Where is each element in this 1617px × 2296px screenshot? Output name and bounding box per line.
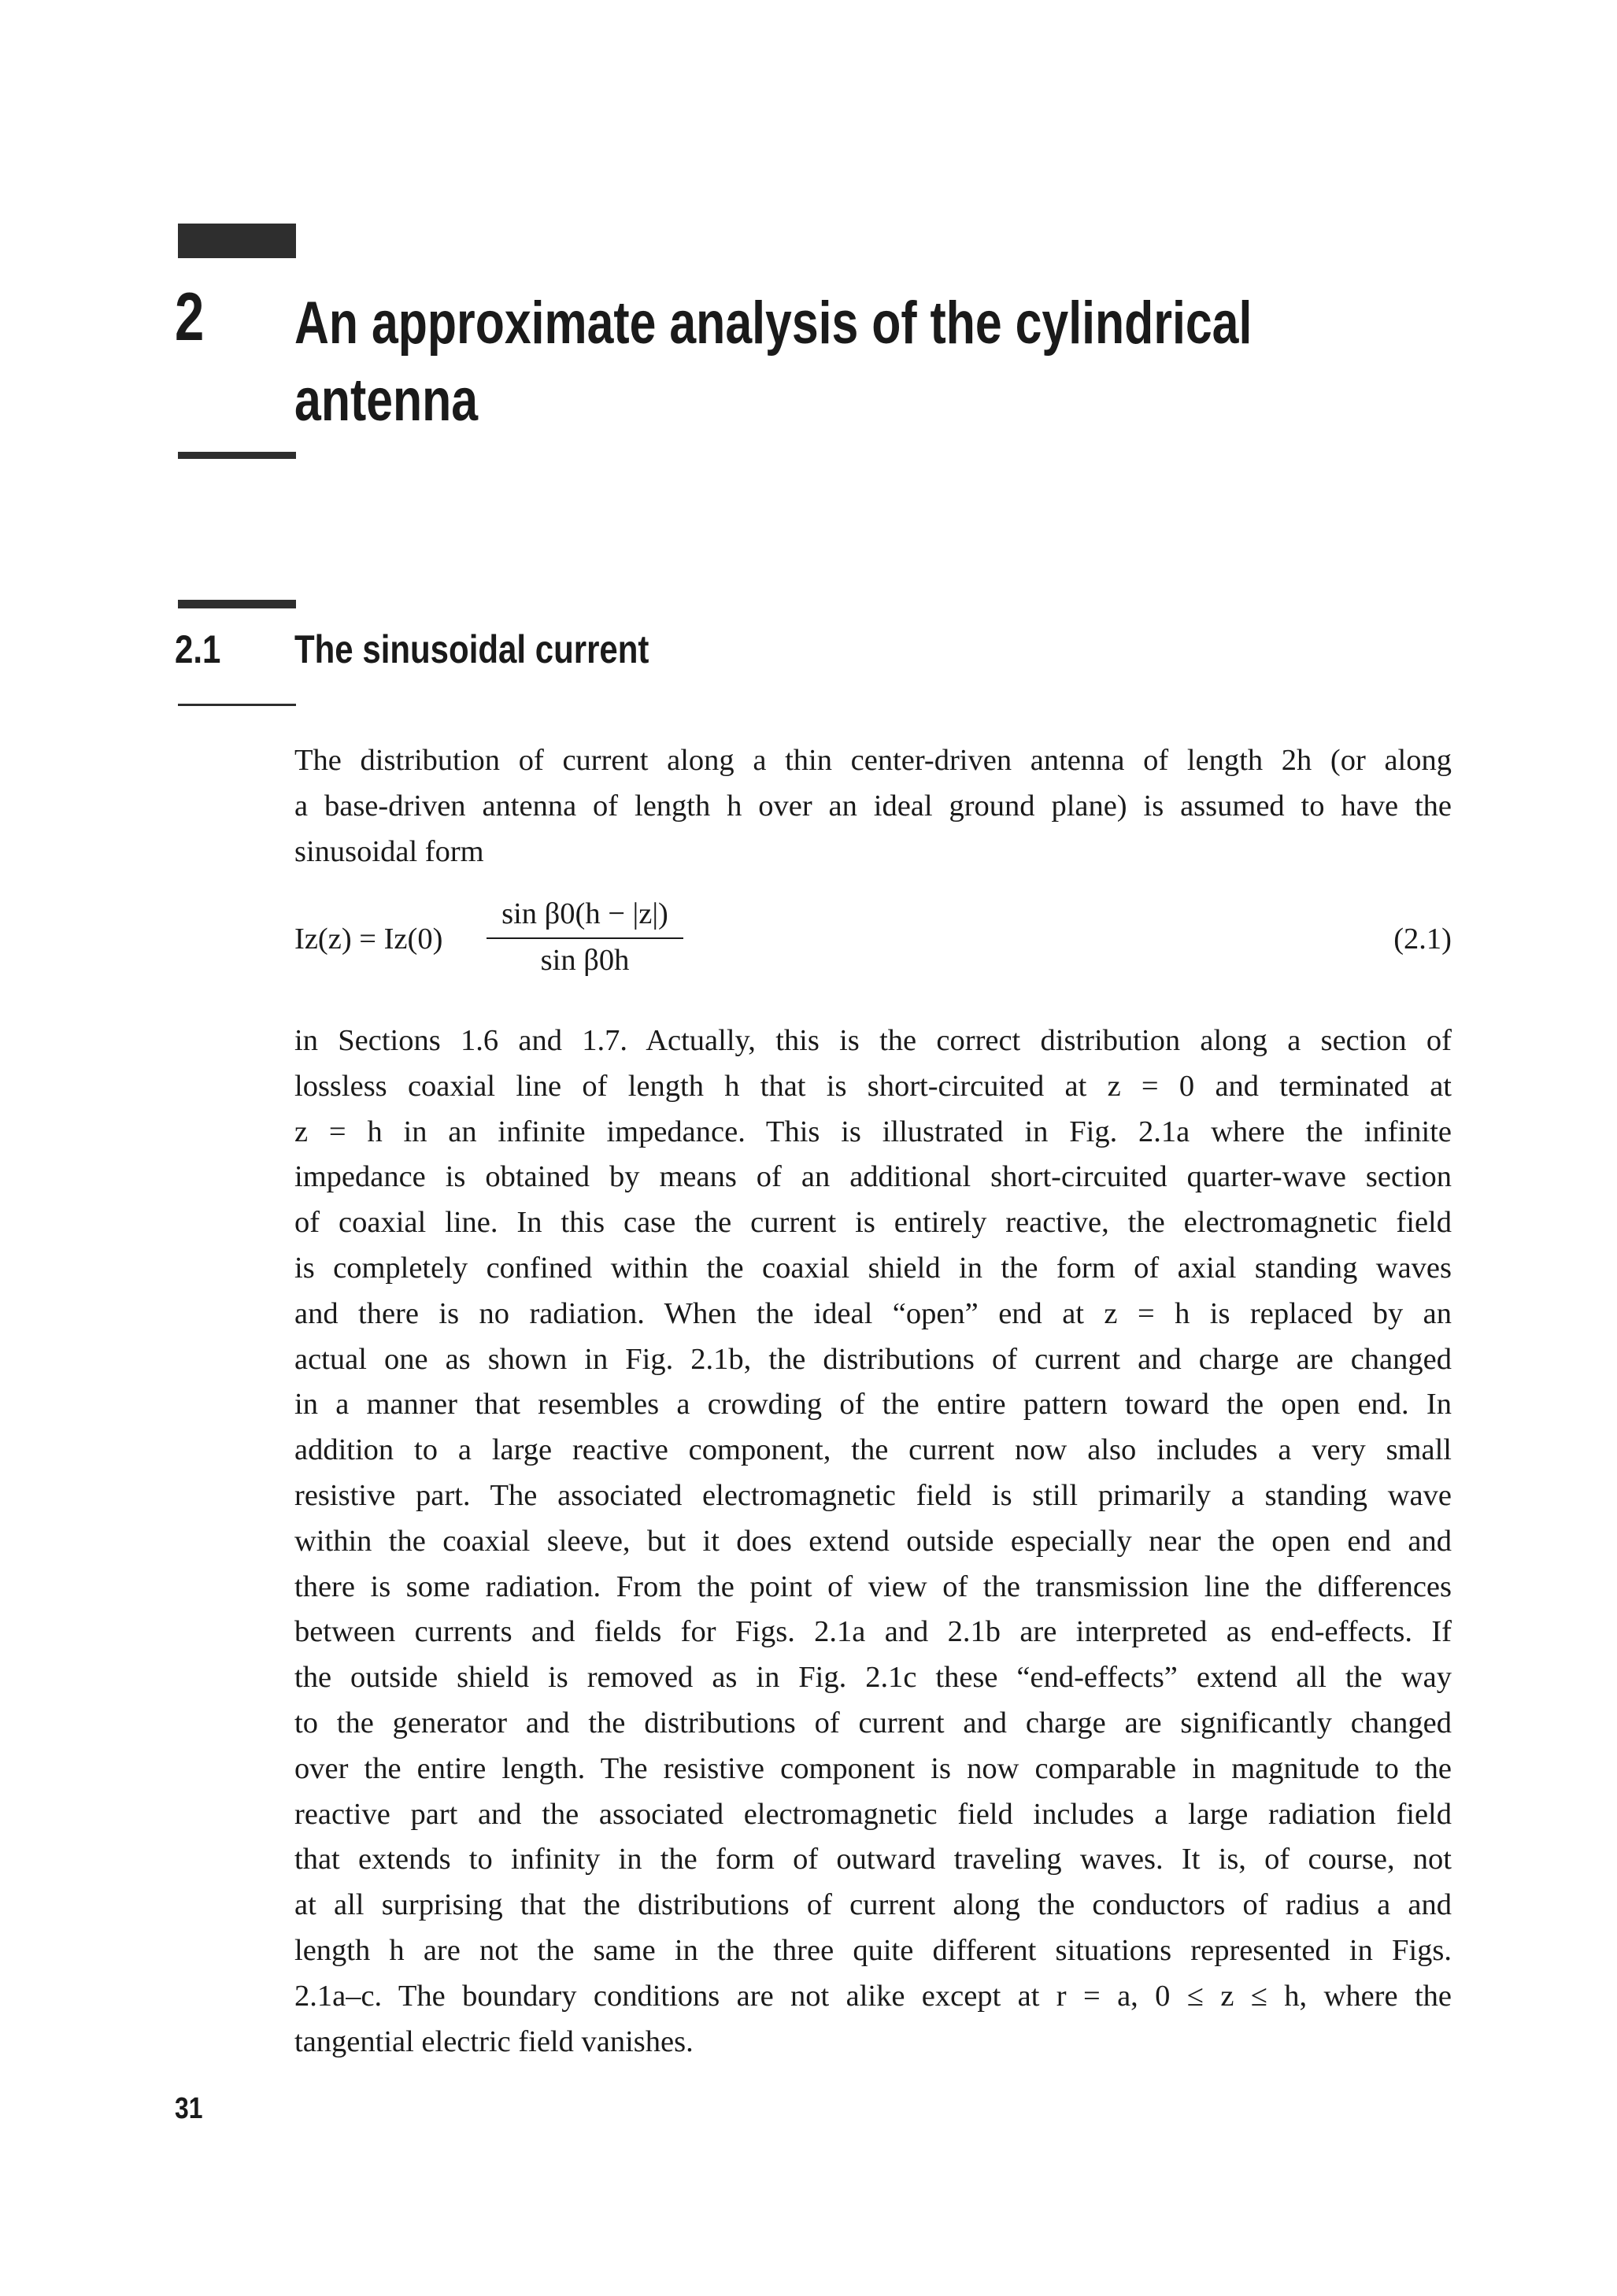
equation-2-1: [294, 893, 1452, 980]
text-line: in Sections 1.6 and 1.7. Actually, this is the correct distribution along a section of: [294, 1024, 1452, 1057]
fraction-bar: [487, 937, 683, 939]
paragraph-discussion: [294, 1019, 1452, 2065]
section-number: 2.1: [175, 627, 221, 671]
text-line: tangential electric field vanishes.: [294, 2024, 694, 2058]
chapter-top-bar: [178, 224, 296, 258]
page-number: 31: [175, 2092, 203, 2125]
text-line: and there is no radiation. When the ideal “open” end at z = h is replaced by an: [294, 1296, 1452, 1330]
chapter-title-line-1: An approximate analysis of the cylindrical: [294, 290, 1253, 357]
text-line: the outside shield is removed as in Fig. 2.1c these “end-effects” extend all the way: [294, 1661, 1452, 1695]
section-bottom-rule: [178, 704, 296, 706]
text-line: reactive part and the associated electromagnetic field includes a large radiation field: [294, 1797, 1452, 1831]
text-line: that extends to infinity in the form of outward traveling waves. It is, of course, not: [294, 1843, 1452, 1876]
text-line: z = h in an infinite impedance. This is illustrated in Fig. 2.1a where the infinite: [294, 1115, 1452, 1148]
section-title: The sinusoidal current: [294, 627, 649, 671]
chapter-title-line-2: antenna: [294, 367, 479, 434]
chapter-title: [294, 285, 1252, 439]
equation-denominator: sin β0h: [540, 944, 630, 977]
text-line: sinusoidal form: [294, 834, 484, 868]
text-line: there is some radiation. From the point of view of the transmission line the differences: [294, 1569, 1452, 1603]
chapter-number: 2: [175, 279, 205, 355]
text-line: between currents and fields for Figs. 2.1a and 2.1b are interpreted as end-effects. If: [294, 1615, 1452, 1649]
paragraph-intro: [294, 738, 1452, 874]
text-line: resistive part. The associated electromagnetic field is still primarily a standing wave: [294, 1478, 1452, 1512]
equation-label: (2.1): [1393, 922, 1452, 956]
text-line: actual one as shown in Fig. 2.1b, the distributions of current and charge are changed: [294, 1342, 1452, 1376]
text-line: at all surprising that the distributions of current along the conductors of radius a and: [294, 1888, 1452, 1922]
text-line: lossless coaxial line of length h that is short-circuited at z = 0 and terminated at: [294, 1069, 1452, 1103]
text-line: of coaxial line. In this case the current is entirely reactive, the electromagnetic field: [294, 1206, 1452, 1240]
text-line: in a manner that resembles a crowding of the entire pattern toward the open end. In: [294, 1388, 1452, 1422]
text-line: 2.1a–c. The boundary conditions are not alike except at r = a, 0 ≤ z ≤ h, where the: [294, 1979, 1452, 2013]
section-top-bar: [178, 600, 296, 608]
text-line: is completely confined within the coaxial shield in the form of axial standing waves: [294, 1251, 1452, 1285]
text-line: length h are not the same in the three quite different situations represented in Figs.: [294, 1933, 1452, 1967]
equation-lhs: Iz(z) = Iz(0): [294, 922, 443, 956]
equation-numerator: sin β0(h − |z|): [501, 897, 668, 930]
text-line: addition to a large reactive component, the current now also includes a very small: [294, 1433, 1452, 1467]
text-line: over the entire length. The resistive component is now comparable in magnitude to the: [294, 1751, 1452, 1785]
text-line: to the generator and the distributions of current and charge are significantly changed: [294, 1706, 1452, 1740]
equation-fraction: [487, 893, 683, 980]
text-line: a base-driven antenna of length h over an ideal ground plane) is assumed to have the: [294, 789, 1452, 823]
chapter-bottom-rule: [178, 452, 296, 459]
text-line: The distribution of current along a thin center-driven antenna of length 2h (or along: [294, 744, 1452, 777]
text-line: impedance is obtained by means of an additional short-circuited quarter-wave section: [294, 1160, 1452, 1194]
text-line: within the coaxial sleeve, but it does extend outside especially near the open end and: [294, 1524, 1452, 1558]
